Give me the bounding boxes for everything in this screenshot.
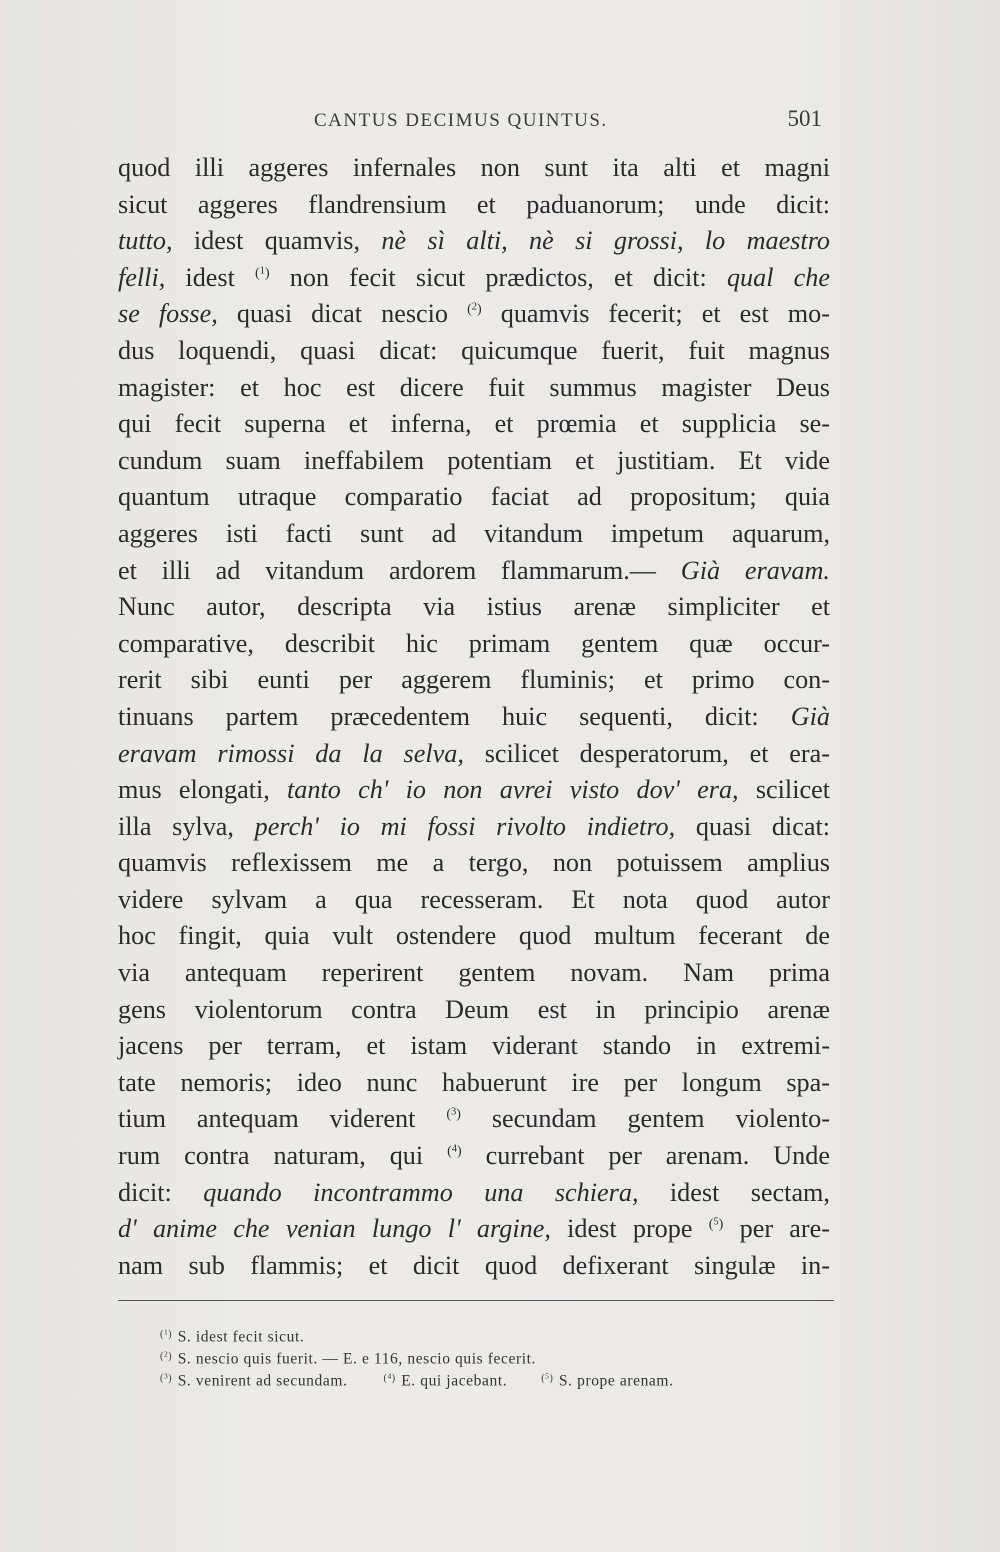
text-line: [118, 370, 830, 407]
footnote-text: S. nescio quis fuerit. — E. e 116, nescio quis fecerit.: [173, 1350, 536, 1368]
italic-quotation: Già: [790, 701, 830, 731]
text-run: quamvis fecerit; et est mo-: [481, 299, 830, 329]
text-line: [118, 699, 830, 736]
text-line: [118, 1248, 830, 1285]
text-run: mus elongati,: [118, 775, 288, 805]
text-line: [118, 736, 830, 773]
text-run: quasi dicat nescio: [217, 299, 468, 329]
footnote: [160, 1365, 348, 1393]
italic-quotation: quando incontrammo una schiera,: [203, 1177, 639, 1207]
text-line: [118, 955, 830, 992]
footnote-reference-mark: (4): [447, 1143, 462, 1160]
footnote-line: [160, 1321, 840, 1346]
italic-quotation: se fosse,: [118, 299, 218, 329]
text-run: tinuans partem præcedentem huic sequenti, dicit:: [118, 701, 791, 731]
text-run: currebant per arenam. Unde: [461, 1141, 830, 1171]
text-run: tate nemoris; ideo nunc habuerunt ire per longum spa-: [118, 1067, 830, 1097]
text-line: [118, 662, 830, 699]
text-line: [118, 1065, 830, 1102]
footnote-rule: [118, 1300, 834, 1301]
text-line: [118, 992, 830, 1029]
text-line: [118, 882, 830, 919]
text-run: et illi ad vitandum ardorem flammarum.—: [118, 555, 681, 585]
text-line: [118, 626, 830, 663]
footnote-text: E. qui jacebant.: [396, 1372, 508, 1390]
footnote-reference: [467, 299, 482, 328]
footnote-reference-mark: (5): [708, 1216, 724, 1233]
text-run: idest: [165, 262, 256, 292]
text-run: cundum suam ineffabilem potentiam et justitiam. Et vide: [118, 445, 830, 475]
text-line: [118, 150, 830, 187]
footnote-reference: [255, 263, 270, 292]
footnotes: [160, 1321, 840, 1390]
footnote: [541, 1365, 673, 1393]
text-run: magister: et hoc est dicere fuit summus magister Deus: [118, 372, 830, 402]
text-run: dus loquendi, quasi dicat: quicumque fuerit, fuit magnus: [118, 335, 830, 365]
text-run: secundam gentem violento-: [460, 1104, 830, 1134]
text-run: idest quamvis,: [172, 226, 382, 256]
footnote-line: [160, 1343, 840, 1368]
italic-quotation: tanto ch' io non avrei visto dov' era,: [287, 775, 739, 805]
text-run: non fecit sicut prædictos, et dicit:: [269, 262, 727, 292]
text-line: [118, 1211, 830, 1248]
text-run: rerit sibi eunti per aggerem fluminis; et primo con-: [118, 665, 830, 695]
text-line: [118, 1028, 830, 1065]
text-run: quasi dicat:: [675, 811, 831, 841]
text-run: nam sub flammis; et dicit quod defixerant singulæ in-: [118, 1250, 830, 1280]
text-line: [118, 845, 830, 882]
footnote-number: (4): [383, 1371, 396, 1384]
text-line: [118, 296, 830, 333]
text-run: idest prope: [550, 1214, 709, 1244]
running-title: CANTUS DECIMUS QUINTUS.: [314, 110, 608, 131]
text-line: [118, 1101, 830, 1138]
text-run: rum contra naturam, qui: [118, 1141, 448, 1171]
text-line: [118, 479, 830, 516]
text-run: dicit:: [118, 1177, 204, 1207]
text-run: gens violentorum contra Deum est in principio arenæ: [118, 994, 830, 1024]
text-run: scilicet: [738, 775, 830, 805]
italic-quotation: perch' io mi fossi rivolto indietro,: [254, 811, 676, 841]
text-line: [118, 809, 830, 846]
footnote-number: (5): [541, 1371, 554, 1384]
text-run: quamvis reflexissem me a tergo, non potuissem amplius: [118, 848, 830, 878]
footnote-text: S. prope arenam.: [554, 1372, 674, 1390]
text-run: scilicet desperatorum, et era-: [463, 738, 830, 768]
italic-quotation: qual che: [726, 262, 830, 292]
text-line: [118, 1138, 830, 1175]
footnote-reference: [447, 1141, 462, 1170]
text-run: via antequam reperirent gentem novam. Nam prima: [118, 958, 830, 988]
italic-quotation: d' anime che venian lungo l' argine,: [118, 1214, 551, 1244]
text-run: quantum utraque comparatio faciat ad propositum; quia: [118, 482, 830, 512]
text-line: [118, 516, 830, 553]
footnote-number: (2): [160, 1349, 173, 1362]
italic-quotation: Già eravam.: [680, 555, 830, 585]
body-text: [118, 150, 830, 1284]
text-line: [118, 1175, 830, 1212]
text-run: hoc fingit, quia vult ostendere quod multum fecerant de: [118, 921, 830, 951]
text-run: aggeres isti facti sunt ad vitandum impetum aquarum,: [118, 518, 830, 548]
text-run: idest sectam,: [638, 1177, 830, 1207]
footnote-number: (3): [160, 1371, 173, 1384]
footnote-reference: [709, 1214, 724, 1243]
text-line: [118, 406, 830, 443]
text-run: jacens per terram, et istam viderant stando in extremi-: [118, 1031, 830, 1061]
text-run: sicut aggeres flandrensium et paduanorum; unde dicit:: [118, 189, 830, 219]
text-line: [118, 223, 830, 260]
text-run: comparative, describit hic primam gentem quæ occur-: [118, 628, 830, 658]
text-line: [118, 918, 830, 955]
text-run: qui fecit superna et inferna, et prœmia et supplicia se-: [118, 409, 830, 439]
text-line: [118, 443, 830, 480]
footnote-reference: [446, 1104, 461, 1133]
text-line: [118, 553, 830, 590]
running-head: [118, 106, 830, 140]
italic-quotation: eravam rimossi da la selva,: [118, 738, 464, 768]
text-line: [118, 187, 830, 224]
italic-quotation: tutto,: [118, 226, 173, 256]
text-line: [118, 333, 830, 370]
text-run: quod illi aggeres infernales non sunt ita alti et magni: [118, 153, 830, 182]
footnote-text: S. idest fecit sicut.: [173, 1328, 305, 1346]
text-line: [118, 589, 830, 626]
footnote-reference-mark: (2): [467, 301, 482, 318]
text-run: tium antequam viderent: [118, 1104, 447, 1134]
text-run: illa sylva,: [118, 811, 255, 841]
footnote-reference-mark: (1): [255, 265, 270, 281]
footnote-number: (1): [160, 1327, 173, 1340]
page-number: 501: [787, 106, 822, 131]
italic-quotation: nè sì alti, nè si grossi, lo maestro: [381, 226, 831, 256]
text-run: Nunc autor, descripta via istius arenæ simpliciter et: [118, 592, 830, 622]
text-run: videre sylvam a qua recesseram. Et nota quod autor: [118, 884, 830, 914]
footnote: [384, 1365, 508, 1393]
text-line: [118, 260, 830, 297]
text-line: [118, 772, 830, 809]
italic-quotation: felli,: [118, 262, 166, 292]
text-run: per are-: [723, 1214, 830, 1244]
footnote-line: [160, 1365, 840, 1390]
footnote-reference-mark: (3): [446, 1106, 461, 1123]
footnote-text: S. venirent ad secundam.: [173, 1372, 348, 1390]
